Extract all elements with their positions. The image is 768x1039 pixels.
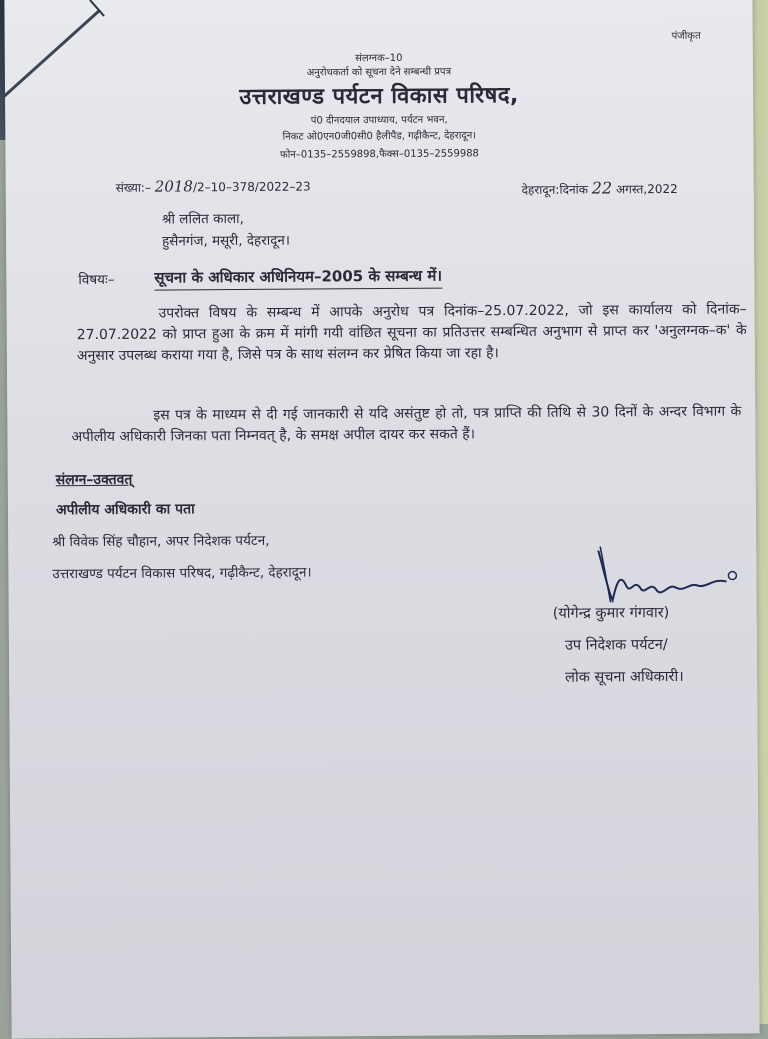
- body-paragraph-2: [71, 401, 741, 448]
- enclosure-note: संलग्न–उक्तवत्: [55, 471, 133, 489]
- signatory-role: लोक सूचना अधिकारी।: [565, 668, 684, 686]
- organization-name: उत्तराखण्ड पर्यटन विकास परिषद,: [239, 83, 519, 110]
- body-paragraph-1: [77, 299, 747, 367]
- subject-label: विषयः–: [78, 271, 115, 289]
- signatory-designation: उप निदेशक पर्यटन/: [564, 637, 668, 654]
- reference-number: [116, 176, 311, 195]
- contact-line: फोन–0135–2559898,फैक्स–0135–2559988: [280, 148, 479, 161]
- paper-edge-shadow: [0, 0, 120, 100]
- paragraph-1-text: उपरोक्त विषय के सम्बन्ध में आपके अनुरोध पत्र दिनांक–25.07.2022, जो इस कार्यालय को दिनांक–27.07.2022 को प्राप्त हुआ के क्रम में मांगी गयी वांछित सूचना का प्रतिउत्तर सम्बन्धित अनुभाग से प्राप्त कर 'अनुलग्नक–क' के अनुसार उपलब्ध कराया गया है, जिसे पत्र के साथ संलग्न कर प्रेषित किया जा रहा है।: [76, 301, 747, 365]
- register-mark: पंजीकृत: [671, 30, 701, 42]
- annex-number: संलग्नक–10: [355, 52, 403, 65]
- annex-subtitle: अनुरोधकर्ता को सूचना देने सम्बन्धी प्रपत्र: [306, 66, 452, 79]
- reference-rest: /2–10–378/2022–23: [192, 179, 311, 195]
- address-line-2: निकट ओ0एन0जी0सी0 हैलीपैड, गढ़ीकैन्ट, देहरादून।: [282, 130, 477, 143]
- letter-date: [522, 178, 678, 198]
- date-rest: अगस्त,2022: [615, 181, 678, 197]
- appellate-officer-name: श्री विवेक सिंह चौहान, अपर निदेशक पर्यटन,: [52, 532, 270, 551]
- recipient-name: श्री ललित काला,: [161, 210, 244, 228]
- signatory-name: (योगेन्द्र कुमार गंगवार): [552, 604, 670, 622]
- subject-text: सूचना के अधिकार अधिनियम–2005 के सम्बन्ध में।: [154, 266, 442, 291]
- date-handwritten: 22: [591, 178, 613, 198]
- appellate-officer-title: अपीलीय अधिकारी का पता: [55, 501, 195, 519]
- paragraph-2-text: इस पत्र के माध्यम से दी गई जानकारी से यदि असंतुष्ट हो तो, पत्र प्राप्ति की तिथि से 30 दिनों के अन्दर विभाग के अपीलीय अधिकारी जिनका पता निम्नवत् है, के समक्ष अपील दायर कर सकते हैं।: [71, 403, 742, 446]
- address-line-1: पं0 दीनदयाल उपाध्याय, पर्यटन भवन,: [310, 114, 448, 127]
- reference-handwritten: 2018: [154, 177, 194, 196]
- reference-label: संख्या:–: [115, 180, 152, 195]
- appellate-officer-address: उत्तराखण्ड पर्यटन विकास परिषद, गढ़ीकैन्ट, देहरादून।: [52, 564, 312, 583]
- paragraph-indent: [77, 318, 159, 319]
- recipient-address: हुसैनगंज, मसूरी, देहरादून।: [162, 232, 291, 250]
- date-label: देहरादून:दिनांक: [521, 182, 588, 198]
- letter-page: [4, 0, 759, 1039]
- paragraph-indent: [71, 420, 153, 421]
